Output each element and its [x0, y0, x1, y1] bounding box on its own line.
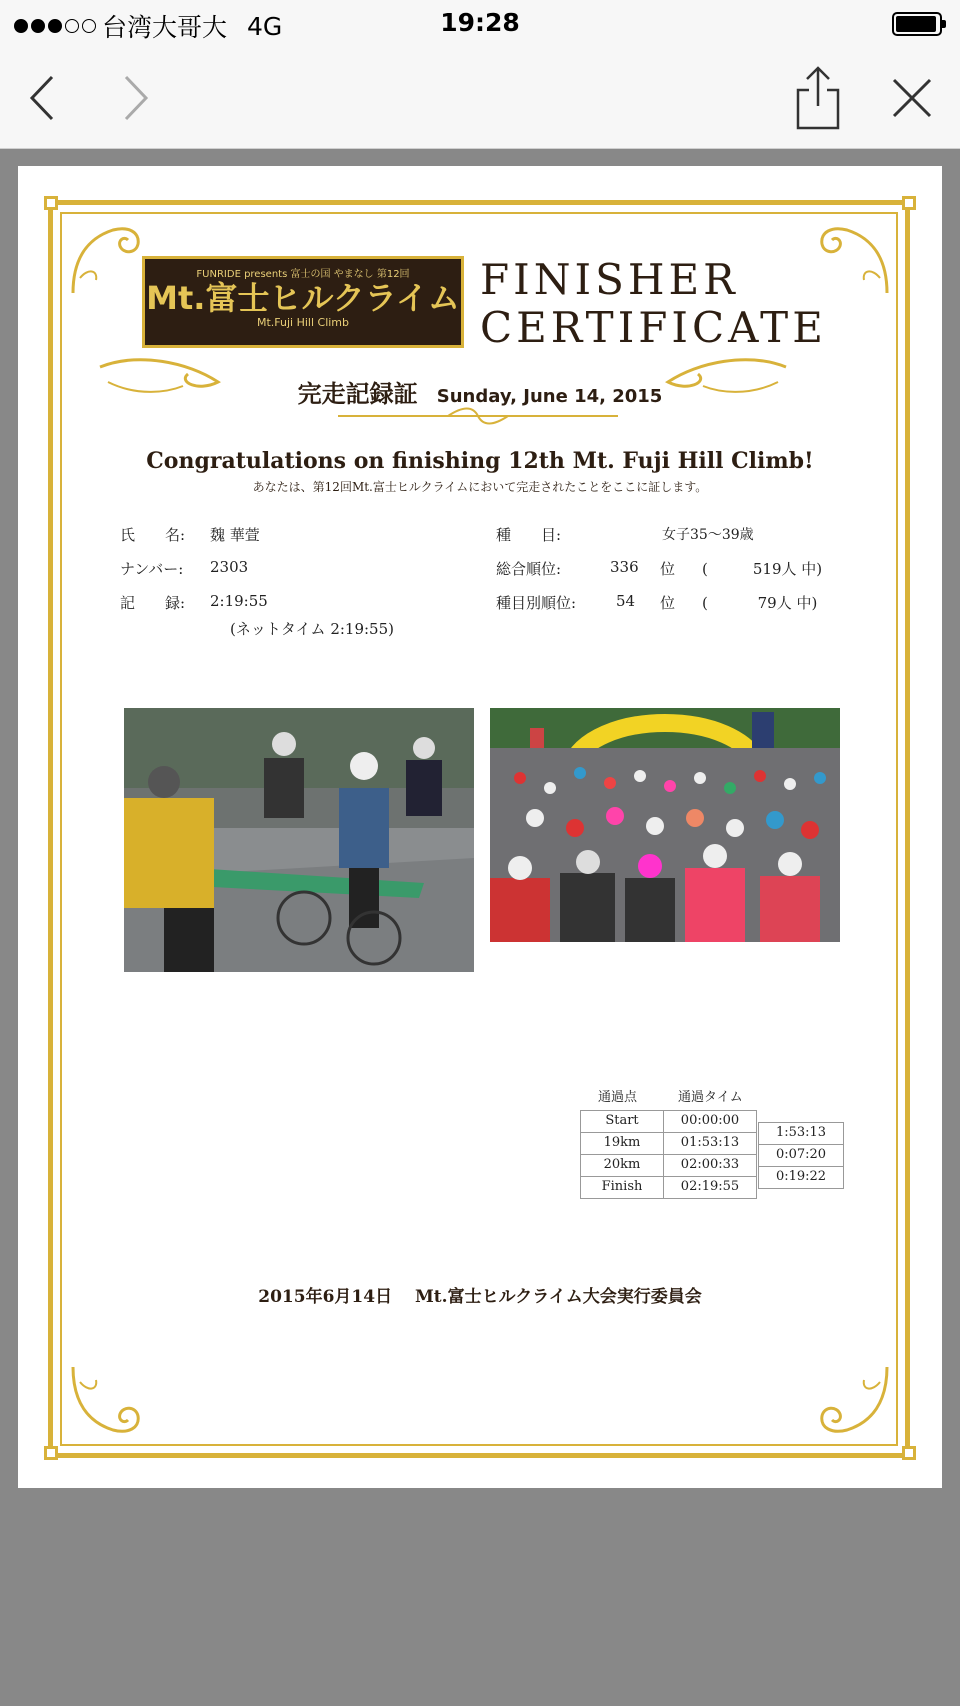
category-label: 種 目:: [496, 526, 562, 544]
chevron-right-icon: [116, 73, 156, 123]
interval-cell: 0:07:20: [758, 1144, 844, 1167]
event-date: Sunday, June 14, 2015: [436, 386, 663, 407]
record-value: 2:19:55: [210, 592, 268, 610]
race-photo-1: [124, 708, 474, 972]
split-point-cell: Start: [580, 1110, 664, 1133]
split-point-cell: Finish: [580, 1176, 664, 1199]
split-time-cell: 00:00:00: [663, 1110, 757, 1133]
title-line-1: FINISHER: [480, 255, 739, 304]
category-value: 女子35〜39歳: [662, 527, 754, 543]
congratulations-jp: あなたは、第12回Mt.富士ヒルクライムにおいて完走されたことをここに証します。: [252, 480, 708, 494]
category-rank-label: 種目別順位:: [496, 594, 577, 612]
clock: 19:28: [440, 8, 520, 37]
split-times-table: [580, 1086, 860, 1236]
split-time-cell: 02:00:33: [663, 1154, 757, 1177]
split-header-point: 通過点: [598, 1090, 638, 1105]
logo-subtitle: FUNRIDE presents 富士の国 やまなし 第12回: [196, 269, 410, 280]
logo-english: Mt.Fuji Hill Climb: [256, 316, 350, 329]
split-time-cell: 02:19:55: [663, 1176, 757, 1199]
back-button[interactable]: [14, 70, 70, 126]
flourish-icon: [812, 1362, 892, 1442]
number-label: ナンバー:: [120, 560, 184, 578]
corner-square: [44, 196, 58, 210]
browser-toolbar: [0, 48, 960, 149]
share-button[interactable]: [790, 70, 846, 126]
title-line-2: CERTIFICATE: [480, 303, 827, 352]
congratulations-text: Congratulations on finishing 12th Mt. Fuji Hill Climb!: [146, 448, 814, 474]
number-value: 2303: [210, 558, 249, 576]
category-rank-unit: 位: [660, 594, 676, 612]
subtitle-row: [18, 374, 942, 409]
overall-rank: 336: [610, 558, 639, 576]
corner-square: [902, 196, 916, 210]
flourish-icon: [68, 1362, 148, 1442]
flourish-icon: [68, 218, 148, 298]
category-rank: 54: [616, 592, 636, 610]
close-button[interactable]: [884, 70, 940, 126]
close-icon: [890, 76, 934, 120]
record-label: 記 録:: [120, 594, 186, 612]
status-bar: [0, 0, 960, 48]
interval-cell: 1:53:13: [758, 1122, 844, 1145]
corner-square: [902, 1446, 916, 1460]
certificate-page: [18, 166, 942, 1488]
overall-rank-unit: 位: [660, 560, 676, 578]
network-type: 4G: [247, 11, 283, 41]
split-point-cell: 19km: [580, 1132, 664, 1155]
share-icon: [793, 66, 843, 130]
carrier-name: 台湾大哥大: [102, 13, 228, 42]
interval-cell: 0:19:22: [758, 1166, 844, 1189]
certificate-title: [480, 256, 827, 352]
race-photo-2: [490, 708, 840, 942]
logo-title: Mt.富士ヒルクライム: [146, 279, 460, 317]
divider-flourish: [338, 406, 618, 426]
category-total: ( 79人 中): [702, 594, 818, 612]
battery-icon: [892, 12, 942, 36]
name-label: 氏 名:: [120, 526, 186, 544]
split-header-time: 通過タイム: [678, 1090, 743, 1105]
forward-button[interactable]: [108, 70, 164, 126]
corner-square: [44, 1446, 58, 1460]
name-value: 魏 華萱: [210, 526, 260, 544]
record-certificate-label: 完走記録証: [297, 379, 418, 408]
event-logo: [142, 256, 464, 348]
net-time: (ネットタイム 2:19:55): [230, 620, 394, 638]
split-time-cell: 01:53:13: [663, 1132, 757, 1155]
certificate-footer: 2015年6月14日 Mt.富士ヒルクライム大会実行委員会: [258, 1287, 702, 1307]
overall-total: ( 519人 中): [702, 560, 823, 578]
chevron-left-icon: [22, 73, 62, 123]
split-point-cell: 20km: [580, 1154, 664, 1177]
overall-rank-label: 総合順位:: [496, 560, 562, 578]
